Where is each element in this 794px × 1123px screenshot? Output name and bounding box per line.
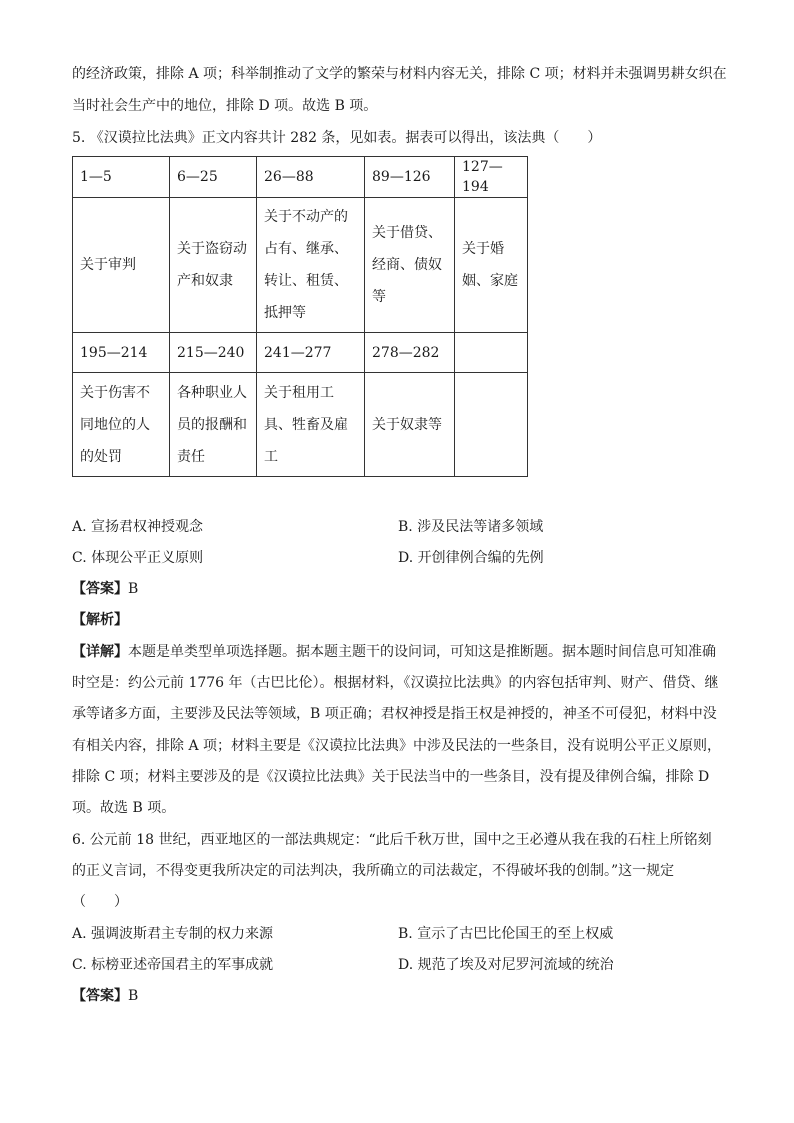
q6-answer: 【答案】B <box>72 988 139 1004</box>
explanation-line: 的经济政策，排除 A 项；科举制推动了文学的繁荣与材料内容无关，排除 C 项；材料并未强调男耕女织在 <box>72 66 727 82</box>
q5-detail-line: 承等诸多方面，主要涉及民法等领域，B 项正确；君权神授是指王权是神授的，神圣不可侵犯，材料中没 <box>72 706 717 722</box>
table-cell: 关于伤害不 同地位的人 的处罚 <box>73 373 170 477</box>
q5-detail-line: 时空是：约公元前 1776 年（古巴比伦）。根据材料，《汉谟拉比法典》的内容包括审判、财产、借贷、继 <box>72 675 719 691</box>
table-cell <box>455 373 528 477</box>
question-5-stem: 5. 《汉谟拉比法典》正文内容共计 282 条，见如表。据表可以得出，该法典（ ） <box>72 130 602 146</box>
table-cell: 关于不动产的 占有、继承、 转让、租赁、 抵押等 <box>257 198 365 333</box>
q6-option-b: B. 宣示了古巴比伦国王的至上权威 <box>398 926 614 942</box>
q5-detail-line: 【详解】本题是单类型单项选择题。据本题主题干的设问词，可知这是推断题。据本题时间信息可知准确 <box>72 644 716 660</box>
question-6-stem: （ ） <box>72 894 128 910</box>
table-cell: 195—214 <box>73 333 170 373</box>
q5-option-b: B. 涉及民法等诸多领域 <box>398 519 544 535</box>
q6-option-a: A. 强调波斯君主专制的权力来源 <box>72 926 274 942</box>
table-cell: 关于租用工 具、牲畜及雇 工 <box>257 373 365 477</box>
q5-detail-line: 项。故选 B 项。 <box>72 800 176 816</box>
table-cell: 关于审判 <box>73 198 170 333</box>
table-row <box>73 333 528 373</box>
table-cell: 215—240 <box>170 333 257 373</box>
table-cell: 关于奴隶等 <box>365 373 455 477</box>
table-cell: 关于婚 姻、家庭 <box>455 198 528 333</box>
table-cell: 278—282 <box>365 333 455 373</box>
table-cell: 关于盗窃动 产和奴隶 <box>170 198 257 333</box>
q6-option-c: C. 标榜亚述帝国君主的军事成就 <box>72 957 274 973</box>
table-cell: 关于借贷、 经商、债奴 等 <box>365 198 455 333</box>
q6-option-d: D. 规范了埃及对尼罗河流域的统治 <box>398 957 614 973</box>
q5-option-d: D. 开创律例合编的先例 <box>398 550 544 566</box>
q5-detail-line: 排除 C 项；材料主要涉及的是《汉谟拉比法典》关于民法当中的一些条目，没有提及律例合编，排除 D <box>72 769 710 785</box>
q5-analysis-heading: 【解析】 <box>72 612 128 628</box>
table-row <box>73 157 528 198</box>
q5-answer: 【答案】B <box>72 581 139 597</box>
question-6-stem: 的正义言词，不得变更我所决定的司法判决，我所确立的司法裁定，不得破坏我的创制。”这一规定 <box>72 863 675 879</box>
question-6-stem: 6. 公元前 18 世纪，西亚地区的一部法典规定：“此后千秋万世，国中之王必遵从我在我的石柱上所铭刻 <box>72 832 712 848</box>
table-cell <box>455 333 528 373</box>
table-row <box>73 198 528 333</box>
table-cell: 26—88 <box>257 157 365 198</box>
q5-detail-line: 有相关内容，排除 A 项；材料主要是《汉谟拉比法典》中涉及民法的一些条目，没有说明公平正义原则， <box>72 738 722 754</box>
table-cell: 6—25 <box>170 157 257 198</box>
law-code-table <box>72 156 528 477</box>
q5-option-a: A. 宣扬君权神授观念 <box>72 519 204 535</box>
explanation-line: 当时社会生产中的地位，排除 D 项。故选 B 项。 <box>72 98 378 114</box>
table-cell: 127—194 <box>455 157 528 198</box>
q5-option-c: C. 体现公平正义原则 <box>72 550 204 566</box>
table-row <box>73 373 528 477</box>
table-cell: 1—5 <box>73 157 170 198</box>
table-cell: 241—277 <box>257 333 365 373</box>
table-cell: 89—126 <box>365 157 455 198</box>
table-cell: 各种职业人 员的报酬和 责任 <box>170 373 257 477</box>
